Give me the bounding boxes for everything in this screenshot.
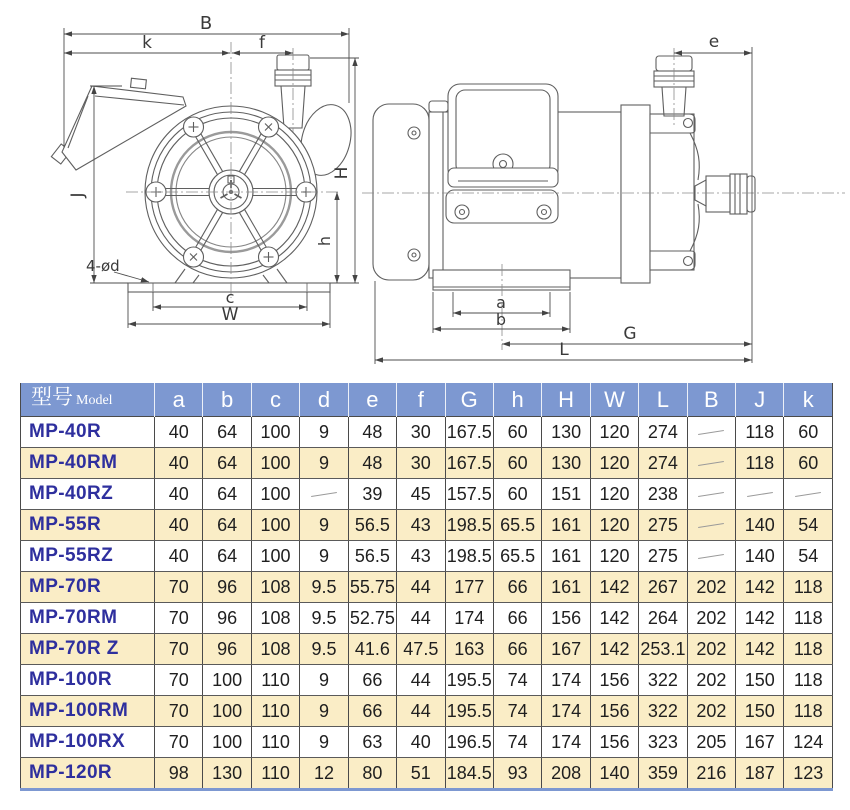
dim-label-holes: 4-ød: [86, 257, 120, 275]
table-cell: 359: [639, 758, 687, 790]
table-cell: 156: [590, 727, 638, 758]
table-cell: 66: [348, 665, 396, 696]
table-cell: 216: [687, 758, 735, 790]
table-cell: 9: [300, 696, 348, 727]
table-cell: 70: [155, 665, 203, 696]
table-cell: 120: [590, 541, 638, 572]
table-cell: 66: [348, 696, 396, 727]
table-cell: 9.5: [300, 603, 348, 634]
table-cell: [687, 479, 735, 510]
table-cell: 60: [784, 448, 833, 479]
table-cell: 70: [155, 572, 203, 603]
table-cell: 9: [300, 448, 348, 479]
table-cell: 100: [203, 696, 251, 727]
dim-label-c: c: [225, 288, 235, 307]
table-cell: 9.5: [300, 634, 348, 665]
table-cell: 43: [397, 510, 445, 541]
model-name: MP-100R: [21, 665, 155, 696]
junction-box: [446, 84, 558, 223]
table-row: [21, 758, 833, 790]
table-cell: 74: [493, 696, 541, 727]
table-cell: 96: [203, 603, 251, 634]
table-row: [21, 448, 833, 479]
table-cell: 55.75: [348, 572, 396, 603]
table-cell: 100: [251, 510, 299, 541]
table-cell: 275: [639, 510, 687, 541]
table-cell: 196.5: [445, 727, 493, 758]
table-cell: 198.5: [445, 541, 493, 572]
table-cell: 174: [542, 696, 590, 727]
col-header-a: a: [155, 383, 203, 417]
table-cell: 12: [300, 758, 348, 790]
table-cell: [736, 479, 784, 510]
table-cell: [687, 510, 735, 541]
table-cell: 118: [784, 696, 833, 727]
table-cell: 108: [251, 572, 299, 603]
side-inlet-port: [695, 174, 755, 214]
col-header-k: k: [784, 383, 833, 417]
table-cell: 120: [590, 417, 638, 448]
dimension-table: [20, 383, 833, 791]
table-cell: 44: [397, 603, 445, 634]
table-cell: 267: [639, 572, 687, 603]
col-header-b: b: [203, 383, 251, 417]
table-cell: 110: [251, 727, 299, 758]
table-cell: 142: [736, 603, 784, 634]
table-cell: 142: [736, 572, 784, 603]
table-cell: 110: [251, 758, 299, 790]
model-label-cn: 型号: [31, 386, 73, 409]
table-cell: 56.5: [348, 541, 396, 572]
table-cell: 44: [397, 665, 445, 696]
table-cell: 205: [687, 727, 735, 758]
table-cell: 118: [784, 603, 833, 634]
model-name: MP-100RX: [21, 727, 155, 758]
table-cell: 30: [397, 448, 445, 479]
col-header-d: d: [300, 383, 348, 417]
table-cell: 51: [397, 758, 445, 790]
table-cell: 60: [493, 417, 541, 448]
pump-side-view: [362, 48, 845, 350]
table-cell: 274: [639, 448, 687, 479]
table-cell: 163: [445, 634, 493, 665]
dim-label-k: k: [142, 33, 152, 53]
table-cell: 108: [251, 603, 299, 634]
no-value-dash: [747, 492, 773, 497]
table-cell: 142: [590, 603, 638, 634]
pump-head: [621, 105, 699, 283]
table-cell: 39: [348, 479, 396, 510]
table-row: [21, 665, 833, 696]
table-cell: 195.5: [445, 665, 493, 696]
col-header-L: L: [639, 383, 687, 417]
table-cell: 54: [784, 541, 833, 572]
table-cell: 208: [542, 758, 590, 790]
col-header-h: h: [493, 383, 541, 417]
table-cell: 9: [300, 665, 348, 696]
table-cell: 124: [784, 727, 833, 758]
table-cell: [687, 541, 735, 572]
no-value-dash: [698, 461, 724, 466]
table-cell: 238: [639, 479, 687, 510]
table-cell: 198.5: [445, 510, 493, 541]
dim-label-W: W: [221, 305, 239, 325]
dim-label-b: b: [495, 310, 507, 329]
col-header-J: J: [736, 383, 784, 417]
table-cell: 70: [155, 696, 203, 727]
table-cell: 70: [155, 727, 203, 758]
table-cell: 151: [542, 479, 590, 510]
table-cell: 60: [493, 448, 541, 479]
table-row: [21, 417, 833, 448]
table-cell: 100: [203, 665, 251, 696]
dim-label-h: h: [315, 235, 334, 247]
table-cell: 100: [251, 448, 299, 479]
no-value-dash: [698, 523, 724, 528]
table-cell: 47.5: [397, 634, 445, 665]
table-cell: 202: [687, 634, 735, 665]
table-cell: 30: [397, 417, 445, 448]
table-cell: 64: [203, 417, 251, 448]
table-cell: 44: [397, 696, 445, 727]
table-cell: 40: [155, 448, 203, 479]
table-cell: 9: [300, 417, 348, 448]
no-value-dash: [698, 554, 724, 559]
table-cell: 108: [251, 634, 299, 665]
col-header-B: B: [687, 383, 735, 417]
table-cell: 167.5: [445, 417, 493, 448]
col-header-model: [21, 383, 155, 417]
table-cell: 140: [590, 758, 638, 790]
table-cell: 323: [639, 727, 687, 758]
table-cell: 80: [348, 758, 396, 790]
model-name: MP-100RM: [21, 696, 155, 727]
table-cell: 45: [397, 479, 445, 510]
table-cell: 64: [203, 541, 251, 572]
table-row: [21, 727, 833, 758]
table-cell: 9.5: [300, 572, 348, 603]
model-name: MP-70R: [21, 572, 155, 603]
table-cell: 142: [736, 634, 784, 665]
table-cell: 40: [155, 417, 203, 448]
dim-label-G: G: [623, 324, 637, 344]
table-cell: 64: [203, 448, 251, 479]
table-cell: 66: [493, 603, 541, 634]
table-cell: [687, 417, 735, 448]
no-value-dash: [795, 492, 821, 497]
table-cell: 9: [300, 541, 348, 572]
table-cell: 187: [736, 758, 784, 790]
table-cell: 142: [590, 572, 638, 603]
table-cell: [784, 479, 833, 510]
dim-label-L: L: [559, 340, 569, 360]
table-cell: 161: [542, 572, 590, 603]
table-cell: 41.6: [348, 634, 396, 665]
table-cell: [300, 479, 348, 510]
table-cell: 195.5: [445, 696, 493, 727]
table-cell: 9: [300, 510, 348, 541]
table-cell: 98: [155, 758, 203, 790]
table-cell: 48: [348, 417, 396, 448]
table-cell: 322: [639, 665, 687, 696]
model-name: MP-70R Z: [21, 634, 155, 665]
table-cell: 174: [542, 665, 590, 696]
table-cell: 130: [203, 758, 251, 790]
table-cell: 65.5: [493, 541, 541, 572]
table-cell: 100: [203, 727, 251, 758]
dim-label-f: f: [259, 33, 265, 53]
table-cell: 202: [687, 665, 735, 696]
col-header-W: W: [590, 383, 638, 417]
table-row: [21, 696, 833, 727]
table-cell: 66: [493, 634, 541, 665]
table-cell: 52.75: [348, 603, 396, 634]
table-cell: 60: [493, 479, 541, 510]
table-cell: 118: [784, 634, 833, 665]
table-cell: 56.5: [348, 510, 396, 541]
table-cell: 70: [155, 634, 203, 665]
dim-label-B: B: [199, 13, 213, 34]
table-cell: 161: [542, 541, 590, 572]
col-header-f: f: [397, 383, 445, 417]
table-row: [21, 541, 833, 572]
table-cell: 202: [687, 603, 735, 634]
side-centerlines: [362, 48, 845, 350]
table-cell: 63: [348, 727, 396, 758]
dim-label-e: e: [708, 32, 720, 52]
no-value-dash: [698, 492, 724, 497]
table-cell: 70: [155, 603, 203, 634]
table-cell: 167: [736, 727, 784, 758]
table-cell: 100: [251, 479, 299, 510]
table-cell: 118: [736, 448, 784, 479]
table-cell: 184.5: [445, 758, 493, 790]
table-cell: 110: [251, 696, 299, 727]
col-header-H: H: [542, 383, 590, 417]
col-header-c: c: [251, 383, 299, 417]
model-name: MP-55R: [21, 510, 155, 541]
table-cell: 157.5: [445, 479, 493, 510]
table-cell: 142: [590, 634, 638, 665]
table-cell: 74: [493, 665, 541, 696]
table-cell: 54: [784, 510, 833, 541]
table-cell: 130: [542, 448, 590, 479]
table-cell: 130: [542, 417, 590, 448]
side-mounting-foot: [433, 270, 570, 290]
table-cell: 96: [203, 572, 251, 603]
fan-cover: [373, 104, 429, 280]
table-cell: 120: [590, 510, 638, 541]
dim-label-a: a: [496, 293, 506, 312]
no-value-dash: [698, 430, 724, 435]
table-cell: 110: [251, 665, 299, 696]
table-cell: 156: [590, 696, 638, 727]
model-name: MP-55RZ: [21, 541, 155, 572]
table-cell: 140: [736, 510, 784, 541]
table-cell: 93: [493, 758, 541, 790]
model-name: MP-40RM: [21, 448, 155, 479]
table-cell: 40: [155, 479, 203, 510]
table-cell: 64: [203, 510, 251, 541]
table-cell: 140: [736, 541, 784, 572]
table-cell: 118: [784, 572, 833, 603]
table-cell: 44: [397, 572, 445, 603]
table-cell: 161: [542, 510, 590, 541]
table-row: [21, 510, 833, 541]
table-cell: 118: [784, 665, 833, 696]
table-header-row: [21, 383, 833, 417]
table-cell: 74: [493, 727, 541, 758]
table-cell: 65.5: [493, 510, 541, 541]
table-cell: 150: [736, 665, 784, 696]
table-cell: 9: [300, 727, 348, 758]
table-cell: 48: [348, 448, 396, 479]
model-label-en: Model: [76, 393, 113, 408]
table-cell: 174: [542, 727, 590, 758]
table-cell: 177: [445, 572, 493, 603]
table-cell: 202: [687, 572, 735, 603]
table-cell: 43: [397, 541, 445, 572]
table-cell: 40: [155, 541, 203, 572]
model-name: MP-70RM: [21, 603, 155, 634]
table-row: [21, 603, 833, 634]
table-cell: [687, 448, 735, 479]
table-cell: 322: [639, 696, 687, 727]
table-cell: 120: [590, 479, 638, 510]
table-row: [21, 634, 833, 665]
table-cell: 174: [445, 603, 493, 634]
table-cell: 100: [251, 541, 299, 572]
col-header-e: e: [348, 383, 396, 417]
table-row: [21, 572, 833, 603]
col-header-G: G: [445, 383, 493, 417]
dim-label-J: J: [68, 192, 88, 198]
model-name: MP-40R: [21, 417, 155, 448]
table-cell: 60: [784, 417, 833, 448]
table-cell: 120: [590, 448, 638, 479]
table-cell: 150: [736, 696, 784, 727]
table-cell: 202: [687, 696, 735, 727]
table-cell: 264: [639, 603, 687, 634]
table-cell: 40: [155, 510, 203, 541]
table-cell: 123: [784, 758, 833, 790]
table-cell: 64: [203, 479, 251, 510]
table-cell: 66: [493, 572, 541, 603]
dimension-drawings: [0, 0, 850, 380]
table-cell: 40: [397, 727, 445, 758]
table-row: [21, 479, 833, 510]
table-cell: 96: [203, 634, 251, 665]
dim-label-H: H: [332, 166, 352, 180]
model-name: MP-120R: [21, 758, 155, 790]
table-cell: 167.5: [445, 448, 493, 479]
table-cell: 100: [251, 417, 299, 448]
table-cell: 167: [542, 634, 590, 665]
model-name: MP-40RZ: [21, 479, 155, 510]
no-value-dash: [311, 492, 337, 497]
table-cell: 156: [542, 603, 590, 634]
table-cell: 274: [639, 417, 687, 448]
table-cell: 156: [590, 665, 638, 696]
table-cell: 253.1: [639, 634, 687, 665]
table-cell: 118: [736, 417, 784, 448]
table-cell: 275: [639, 541, 687, 572]
